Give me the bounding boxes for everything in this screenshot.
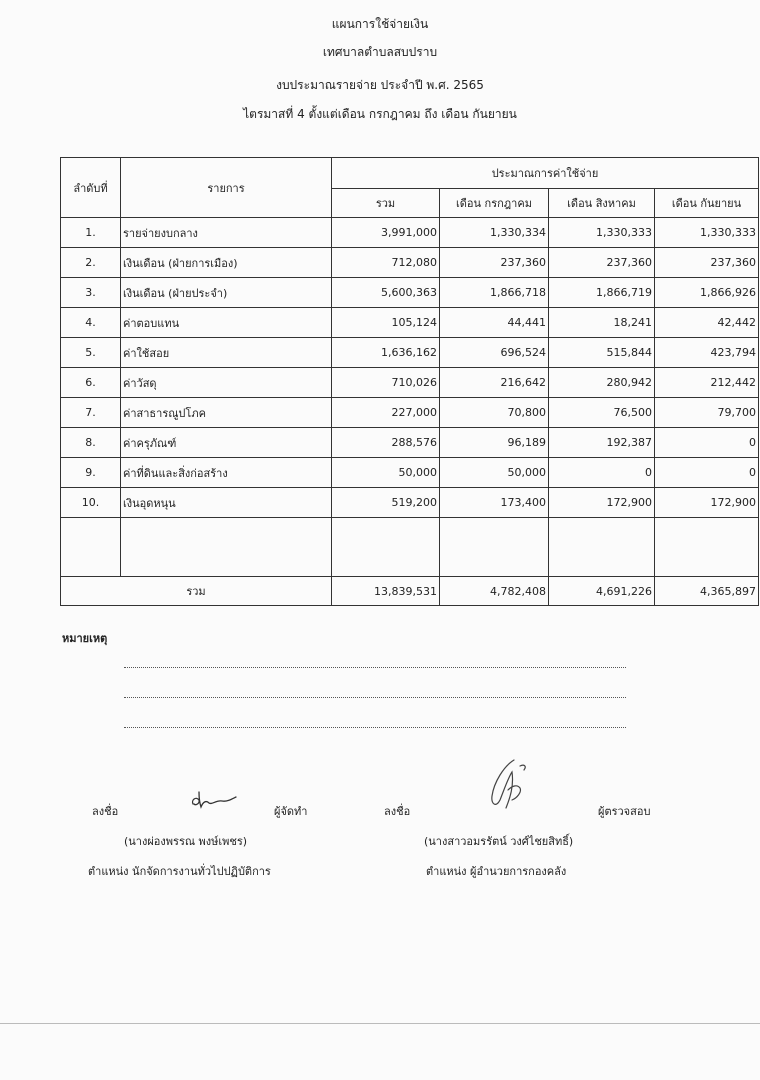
row-august: 18,241 (549, 308, 655, 338)
row-item: รายจ่ายงบกลาง (121, 218, 332, 248)
row-august: 1,866,719 (549, 278, 655, 308)
row-july: 173,400 (440, 488, 549, 518)
table-row (61, 338, 759, 368)
row-september: 0 (655, 458, 759, 488)
row-total: 710,026 (332, 368, 440, 398)
table-total-row (61, 577, 759, 606)
row-july: 216,642 (440, 368, 549, 398)
row-july: 696,524 (440, 338, 549, 368)
row-total: 227,000 (332, 398, 440, 428)
left-sign-role: ผู้จัดทำ (274, 805, 308, 818)
table-spacer-row (61, 518, 759, 577)
left-signer-name: (นางผ่องพรรณ พงษ์เพชร) (124, 835, 248, 848)
right-sign-role: ผู้ตรวจสอบ (598, 805, 651, 818)
row-september: 423,794 (655, 338, 759, 368)
row-july: 1,330,334 (440, 218, 549, 248)
right-sign-prefix: ลงชื่อ (384, 805, 411, 818)
row-total: 50,000 (332, 458, 440, 488)
row-september: 42,442 (655, 308, 759, 338)
header-august: เดือน สิงหาคม (549, 189, 655, 218)
row-august: 237,360 (549, 248, 655, 278)
left-signer-position: ตำแหน่ง นักจัดการงานทั่วไปปฏิบัติการ (88, 865, 271, 878)
table-row (61, 218, 759, 248)
table-row (61, 428, 759, 458)
row-index: 10. (61, 488, 121, 518)
row-index: 1. (61, 218, 121, 248)
expense-plan-table (60, 157, 759, 606)
row-index: 2. (61, 248, 121, 278)
table-row (61, 278, 759, 308)
table-row (61, 248, 759, 278)
row-item: ค่าที่ดินและสิ่งก่อสร้าง (121, 458, 332, 488)
row-total: 288,576 (332, 428, 440, 458)
row-july: 50,000 (440, 458, 549, 488)
header-september: เดือน กันยายน (655, 189, 759, 218)
row-august: 515,844 (549, 338, 655, 368)
row-index: 5. (61, 338, 121, 368)
row-item: เงินเดือน (ฝ่ายการเมือง) (121, 248, 332, 278)
row-august: 76,500 (549, 398, 655, 428)
row-total: 5,600,363 (332, 278, 440, 308)
quarter-range: ไตรมาสที่ 4 ตั้งแต่เดือน กรกฎาคม ถึง เดือน กันยายน (243, 107, 517, 121)
row-total: 712,080 (332, 248, 440, 278)
right-signer-name: (นางสาวอมรรัตน์ วงศ์ไชยสิทธิ์) (424, 835, 574, 848)
sum-august: 4,691,226 (549, 577, 655, 606)
row-item: ค่าวัสดุ (121, 368, 332, 398)
row-july: 1,866,718 (440, 278, 549, 308)
table-row (61, 488, 759, 518)
sum-total: 13,839,531 (332, 577, 440, 606)
row-september: 1,330,333 (655, 218, 759, 248)
header-estimate-group: ประมาณการค่าใช้จ่าย (332, 158, 759, 189)
right-signature-image (484, 756, 530, 814)
row-item: ค่าสาธารณูปโภค (121, 398, 332, 428)
remark-dotted-line (124, 727, 626, 728)
page-footer-rule (0, 1023, 760, 1024)
table-row (61, 368, 759, 398)
remark-dotted-line (124, 667, 626, 668)
header-total: รวม (332, 189, 440, 218)
sum-september: 4,365,897 (655, 577, 759, 606)
left-sign-prefix: ลงชื่อ (92, 805, 119, 818)
row-total: 3,991,000 (332, 218, 440, 248)
row-august: 172,900 (549, 488, 655, 518)
row-index: 9. (61, 458, 121, 488)
row-july: 96,189 (440, 428, 549, 458)
row-total: 519,200 (332, 488, 440, 518)
row-index: 4. (61, 308, 121, 338)
row-september: 0 (655, 428, 759, 458)
budget-year: งบประมาณรายจ่าย ประจำปี พ.ศ. 2565 (276, 78, 484, 92)
row-september: 172,900 (655, 488, 759, 518)
row-item: ค่าใช้สอย (121, 338, 332, 368)
table-row (61, 398, 759, 428)
sum-july: 4,782,408 (440, 577, 549, 606)
row-index: 7. (61, 398, 121, 428)
row-item: เงินอุดหนุน (121, 488, 332, 518)
row-september: 79,700 (655, 398, 759, 428)
remark-dotted-line (124, 697, 626, 698)
row-total: 1,636,162 (332, 338, 440, 368)
row-item: ค่าครุภัณฑ์ (121, 428, 332, 458)
remark-label: หมายเหตุ (62, 632, 108, 645)
table-row (61, 308, 759, 338)
header-item: รายการ (121, 158, 332, 218)
row-item: ค่าตอบแทน (121, 308, 332, 338)
row-index: 8. (61, 428, 121, 458)
row-index: 6. (61, 368, 121, 398)
row-september: 1,866,926 (655, 278, 759, 308)
row-september: 237,360 (655, 248, 759, 278)
right-signer-position: ตำแหน่ง ผู้อำนวยการกองคลัง (426, 865, 567, 878)
table-row (61, 458, 759, 488)
org-name: เทศบาลตำบลสบปราบ (322, 45, 438, 59)
header-index: ลำดับที่ (61, 158, 121, 218)
row-index: 3. (61, 278, 121, 308)
row-august: 0 (549, 458, 655, 488)
row-september: 212,442 (655, 368, 759, 398)
row-august: 192,387 (549, 428, 655, 458)
row-august: 1,330,333 (549, 218, 655, 248)
row-july: 237,360 (440, 248, 549, 278)
doc-title: แผนการใช้จ่ายเงิน (331, 17, 429, 31)
row-july: 70,800 (440, 398, 549, 428)
row-august: 280,942 (549, 368, 655, 398)
header-july: เดือน กรกฎาคม (440, 189, 549, 218)
row-item: เงินเดือน (ฝ่ายประจำ) (121, 278, 332, 308)
left-signature-image (190, 788, 238, 810)
row-july: 44,441 (440, 308, 549, 338)
total-label: รวม (61, 577, 332, 606)
row-total: 105,124 (332, 308, 440, 338)
